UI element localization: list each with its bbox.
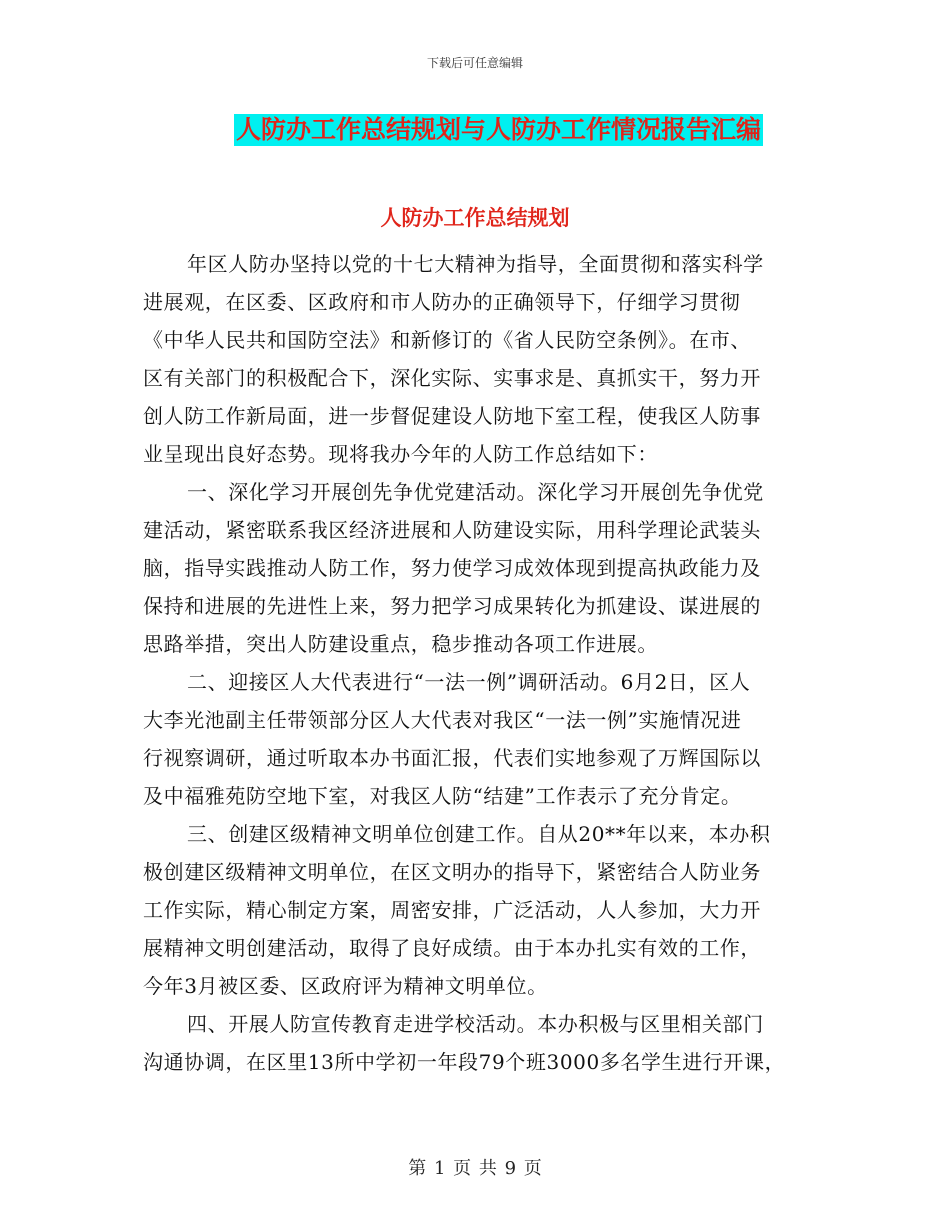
paragraph-party-building bbox=[143, 473, 807, 663]
paragraph-line: 建活动，紧密联系我区经济进展和人防建设实际，用科学理论武装头 bbox=[143, 518, 761, 542]
paragraph-line: 四、开展人防宣传教育走进学校活动。本办积极与区里相关部门 bbox=[187, 1012, 764, 1036]
paragraph-school-education bbox=[143, 1005, 807, 1081]
paragraph-line: 大李光池副主任带领部分区人大代表对我区“一法一例”实施情况进 bbox=[143, 708, 742, 732]
page-footer: 第 1 页 共 9 页 bbox=[408, 1158, 542, 1179]
paragraph-line: 今年3月被区委、区政府评为精神文明单位。 bbox=[143, 974, 548, 998]
paragraph-line: 年区人防办坚持以党的十七大精神为指导，全面贯彻和落实科学 bbox=[187, 252, 764, 276]
paragraph-intro bbox=[143, 245, 807, 473]
paragraph-npc-visit bbox=[143, 663, 807, 815]
paragraph-line: 三、创建区级精神文明单位创建工作。自从20**年以来，本办积 bbox=[187, 822, 771, 846]
paragraph-line: 展精神文明创建活动，取得了良好成绩。由于本办扎实有效的工作， bbox=[143, 936, 761, 960]
document-title: 人防办工作总结规划与人防办工作情况报告汇编 bbox=[235, 115, 761, 144]
paragraph-line: 沟通协调，在区里13所中学初一年段79个班3000多名学生进行开课， bbox=[143, 1050, 786, 1074]
header-note: 下载后可任意编辑 bbox=[426, 56, 523, 70]
paragraph-line: 思路举措，突出人防建设重点，稳步推动各项工作进展。 bbox=[143, 632, 658, 656]
section-title: 人防办工作总结规划 bbox=[380, 206, 570, 230]
paragraph-line: 二、迎接区人大代表进行“一法一例”调研活动。6月2日，区人 bbox=[187, 670, 751, 694]
paragraph-line: 脑，指导实践推动人防工作，努力使学习成效体现到提高执政能力及 bbox=[143, 556, 761, 580]
paragraph-line: 行视察调研，通过听取本办书面汇报，代表们实地参观了万辉国际以 bbox=[143, 746, 761, 770]
paragraph-line: 一、深化学习开展创先争优党建活动。深化学习开展创先争优党 bbox=[187, 480, 764, 504]
paragraph-line: 创人防工作新局面，进一步督促建设人防地下室工程，使我区人防事 bbox=[143, 404, 761, 428]
paragraph-line: 业呈现出良好态势。现将我办今年的人防工作总结如下： bbox=[143, 442, 658, 466]
paragraph-civilization-unit bbox=[143, 815, 807, 1005]
paragraph-line: 极创建区级精神文明单位，在区文明办的指导下，紧密结合人防业务 bbox=[143, 860, 761, 884]
paragraph-line: 区有关部门的积极配合下，深化实际、实事求是、真抓实干，努力开 bbox=[143, 366, 761, 390]
paragraph-line: 及中福雅苑防空地下室，对我区人防“结建”工作表示了充分肯定。 bbox=[143, 784, 742, 808]
document-body bbox=[143, 245, 807, 1081]
paragraph-line: 保持和进展的先进性上来，努力把学习成果转化为抓建设、谋进展的 bbox=[143, 594, 761, 618]
paragraph-line: 《中华人民共和国防空法》和新修订的《省人民防空条例》。在市、 bbox=[143, 328, 751, 352]
paragraph-line: 工作实际，精心制定方案，周密安排，广泛活动，人人参加，大力开 bbox=[143, 898, 761, 922]
document-title-container bbox=[0, 114, 950, 146]
paragraph-line: 进展观，在区委、区政府和市人防办的正确领导下，仔细学习贯彻 bbox=[143, 290, 741, 314]
